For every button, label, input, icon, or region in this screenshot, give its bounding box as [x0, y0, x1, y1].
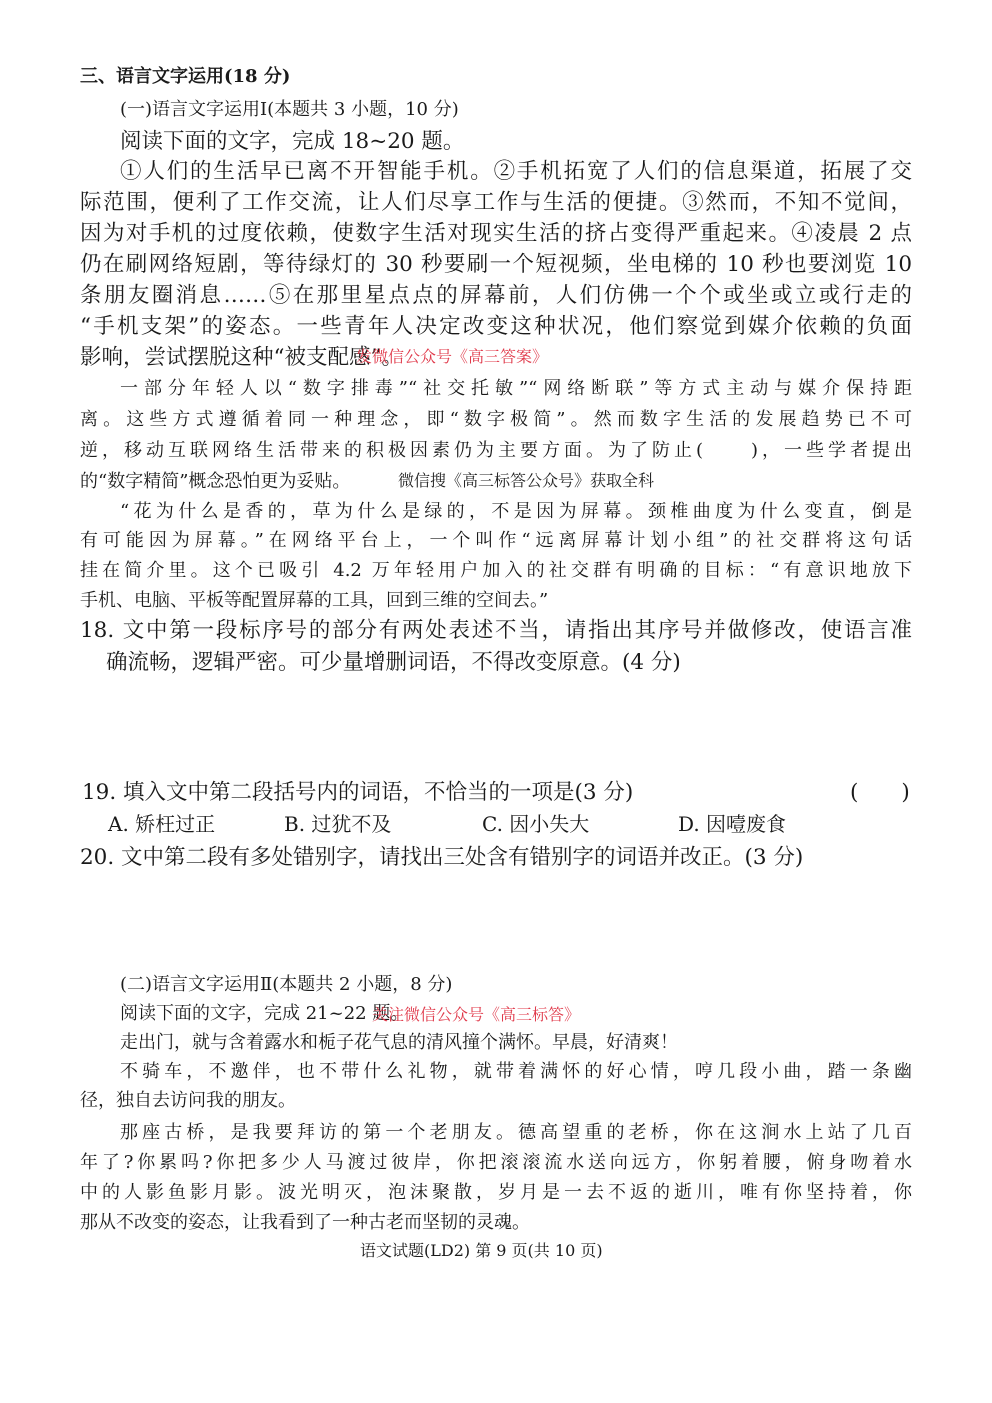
para1-line-3: 因为对手机的过度依赖，使数字生活对现实生活的挤占变得严重起来。④凌晨 2 点	[80, 221, 912, 246]
para1-line-1: ①人们的生活早已离不开智能手机。②手机拓宽了人们的信息渠道，拓展了交	[120, 159, 912, 184]
para1-line-7: 影响，尝试摆脱这种“被支配感”。	[80, 345, 403, 370]
part1-header: (一)语言文字运用Ⅰ(本题共 3 小题，10 分)	[120, 99, 459, 120]
para1-line-5: 条朋友圈消息……⑤在那里星点点的屏幕前，人们仿佛一个个或坐或立或行走的	[80, 283, 912, 308]
para2-line-4: 的“数字精简”概念恐怕更为妥贴。	[80, 471, 351, 492]
para2-line-2: 离。这些方式遵循着同一种理念，即“数字极简”。然而数字生活的发展趋势已不可	[80, 409, 912, 430]
para2-line-1: 一部分年轻人以“数字排毒”“社交托敏”“网络断联”等方式主动与媒介保持距	[120, 378, 912, 399]
para3-line-3: 挂在简介里。这个已吸引 4.2 万年轻用户加入的社交群有明确的目标：“有意识地放下	[80, 560, 912, 581]
passage-line-3: 径，独自去访问我的朋友。	[80, 1090, 296, 1111]
question-18-line-1: 18. 文中第一段标序号的部分有两处表述不当，请指出其序号并做修改，使语言准	[80, 618, 912, 643]
passage-line-2: 不骑车，不邀伴，也不带什么礼物，就带着满怀的好心情，哼几段小曲，踏一条幽	[120, 1061, 912, 1082]
para3-line-1: “花为什么是香的，草为什么是绿的，不是因为屏幕。颈椎曲度为什么变直，倒是	[120, 501, 912, 522]
option-b: B. 过犹不及	[284, 812, 392, 836]
part2-intro: 阅读下面的文字，完成 21~22 题。	[120, 1003, 409, 1024]
passage-line-1: 走出门，就与含着露水和栀子花气息的清风撞个满怀。早晨，好清爽！	[120, 1032, 678, 1053]
part2-header: (二)语言文字运用Ⅱ(本题共 2 小题，8 分)	[120, 974, 453, 995]
question-18-line-2: 确流畅，逻辑严密。可少量增删词语，不得改变原意。(4 分)	[106, 650, 681, 675]
watermark-3: 关注微信公众号《高三标答》	[372, 1005, 581, 1024]
part1-intro: 阅读下面的文字，完成 18~20 题。	[120, 129, 465, 154]
para3-line-4: 手机、电脑、平板等配置屏幕的工具，回到三维的空间去。”	[80, 590, 549, 611]
watermark-1: 发微信公众号《高三答案》	[356, 347, 549, 366]
question-19: 19. 填入文中第二段括号内的词语，不恰当的一项是(3 分)	[82, 780, 634, 805]
section-heading: 三、语言文字运用(18 分)	[80, 66, 291, 87]
passage-line-4: 那座古桥，是我要拜访的第一个老朋友。德高望重的老桥，你在这涧水上站了几百	[120, 1122, 912, 1143]
para1-line-6: “手机支架”的姿态。一些青年人决定改变这种状况，他们察觉到媒介依赖的负面	[80, 314, 912, 339]
option-d: D. 因噎废食	[678, 812, 787, 836]
page-footer: 语文试题(LD2) 第 9 页(共 10 页)	[360, 1241, 603, 1260]
option-c: C. 因小失大	[482, 812, 590, 836]
watermark-2: 微信搜《高三标答公众号》获取全科	[398, 471, 655, 490]
para2-line-3: 逆，移动互联网络生活带来的积极因素仍为主要方面。为了防止( )，一些学者提出	[80, 440, 912, 461]
question-20: 20. 文中第二段有多处错别字，请找出三处含有错别字的词语并改正。(3 分)	[80, 845, 804, 870]
passage-line-5: 年了?你累吗?你把多少人马渡过彼岸，你把滚滚流水送向远方，你躬着腰，俯身吻着水	[80, 1152, 912, 1173]
para3-line-2: 有可能因为屏幕。”在网络平台上，一个叫作“远离屏幕计划小组”的社交群将这句话	[80, 530, 912, 551]
passage-line-6: 中的人影鱼影月影。波光明灭，泡沫聚散，岁月是一去不返的逝川，唯有你坚持着，你	[80, 1182, 912, 1203]
answer-parentheses: ( )	[850, 780, 910, 805]
para1-line-2: 际范围，便利了工作交流，让人们尽享工作与生活的便捷。③然而，不知不觉间，	[80, 190, 912, 215]
passage-line-7: 那从不改变的姿态，让我看到了一种古老而坚韧的灵魂。	[80, 1212, 530, 1233]
option-a: A. 矫枉过正	[108, 812, 216, 836]
para1-line-4: 仍在刷网络短剧，等待绿灯的 30 秒要刷一个短视频，坐电梯的 10 秒也要浏览 10	[80, 252, 912, 277]
